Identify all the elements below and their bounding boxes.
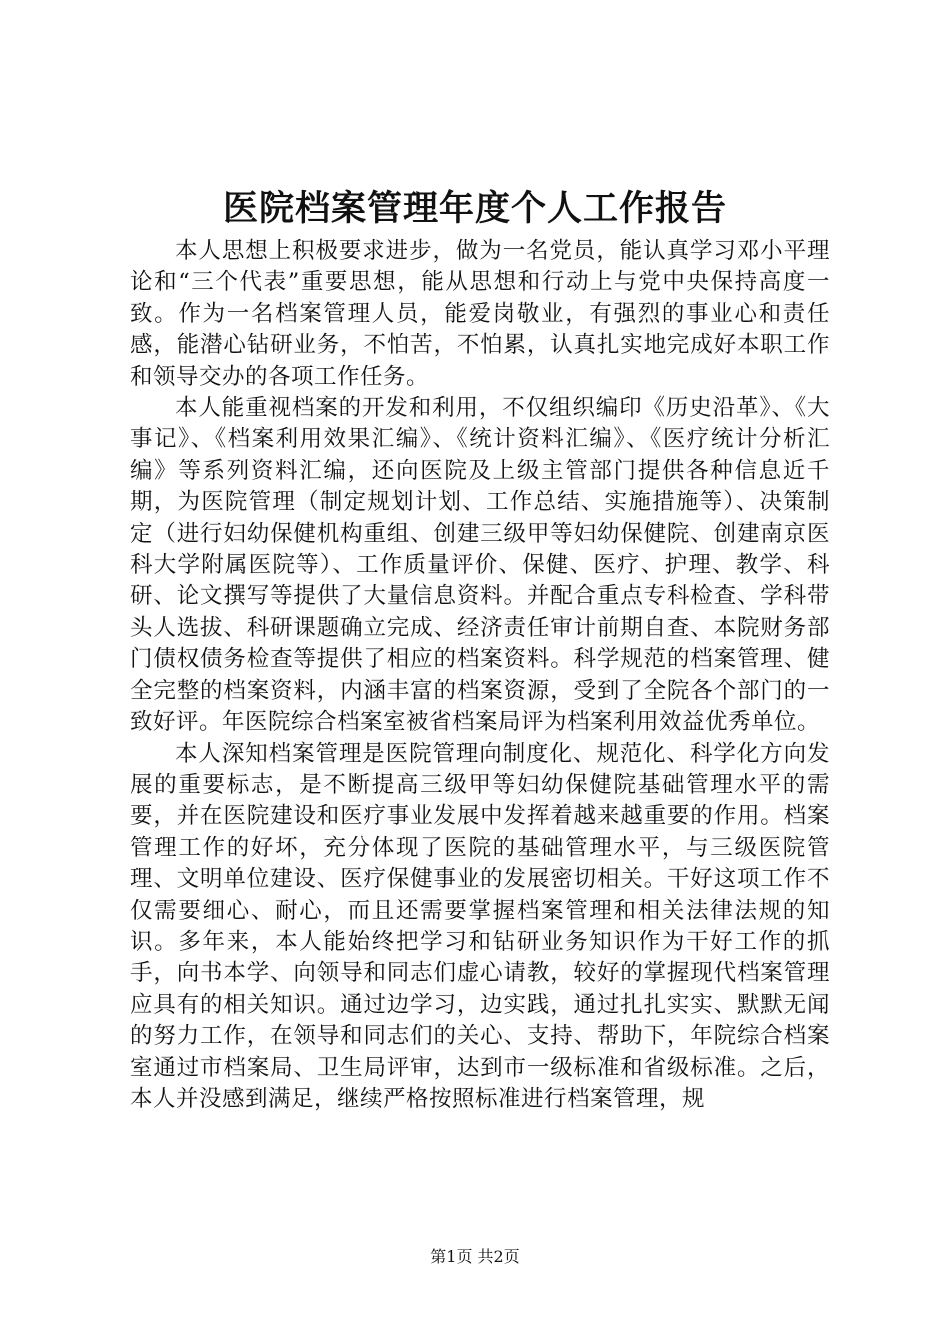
paragraph-1: 本人思想上积极要求进步，做为一名党员，能认真学习邓小平理论和“三个代表”重要思想，能从思想和行动上与党中央保持高度一致。作为一名档案管理人员，能爱岗敬业，有强烈的事业心和责任感，能潜心钻研业务，不怕苦，不怕累，认真扎实地完成好本职工作和领导交办的各项工作任务。 (130, 238, 830, 390)
paragraph-2: 本人能重视档案的开发和利用，不仅组织编印《历史沿革》、《大事记》、《档案利用效果汇编》、《统计资料汇编》、《医疗统计分析汇编》等系列资料汇编，还向医院及上级主管部门提供各种信息近千期，为医院管理（制定规划计划、工作总结、实施措施等）、决策制定（进行妇幼保健机构重组、创建三级甲等妇幼保健院、创建南京医科大学附属医院等）、工作质量评价、保健、医疗、护理、教学、科研、论文撰写等提供了大量信息资料。并配合重点专科检查、学科带头人选拔、科研课题确立完成、经济责任审计前期自查、本院财务部门债权债务检查等提供了相应的档案资料。科学规范的档案管理、健全完整的档案资料，内涵丰富的档案资源，受到了全院各个部门的一致好评。年医院综合档案室被省档案局评为档案利用效益优秀单位。 (130, 395, 830, 736)
document-title: 医院档案管理年度个人工作报告 (222, 188, 727, 229)
document-body (130, 236, 830, 1115)
paragraph-3: 本人深知档案管理是医院管理向制度化、规范化、科学化方向发展的重要标志，是不断提高三级甲等妇幼保健院基础管理水平的需要，并在医院建设和医疗事业发展中发挥着越来越重要的作用。档案管理工作的好坏，充分体现了医院的基础管理水平，与三级医院管理、文明单位建设、医疗保健事业的发展密切相关。干好这项工作不仅需要细心、耐心，而且还需要掌握档案管理和相关法律法规的知识。多年来，本人能始终把学习和钻研业务知识作为干好工作的抓手，向书本学、向领导和同志们虚心请教，较好的掌握现代档案管理应具有的相关知识。通过边学习，边实践，通过扎扎实实、默默无闻的努力工作，在领导和同志们的关心、支持、帮助下，年院综合档案室通过市档案局、卫生局评审，达到市一级标准和省级标准。之后，本人并没感到满足，继续严格按照标准进行档案管理，规 (130, 740, 830, 1112)
page-number-footer: 第1页 共2页 (430, 1247, 520, 1266)
